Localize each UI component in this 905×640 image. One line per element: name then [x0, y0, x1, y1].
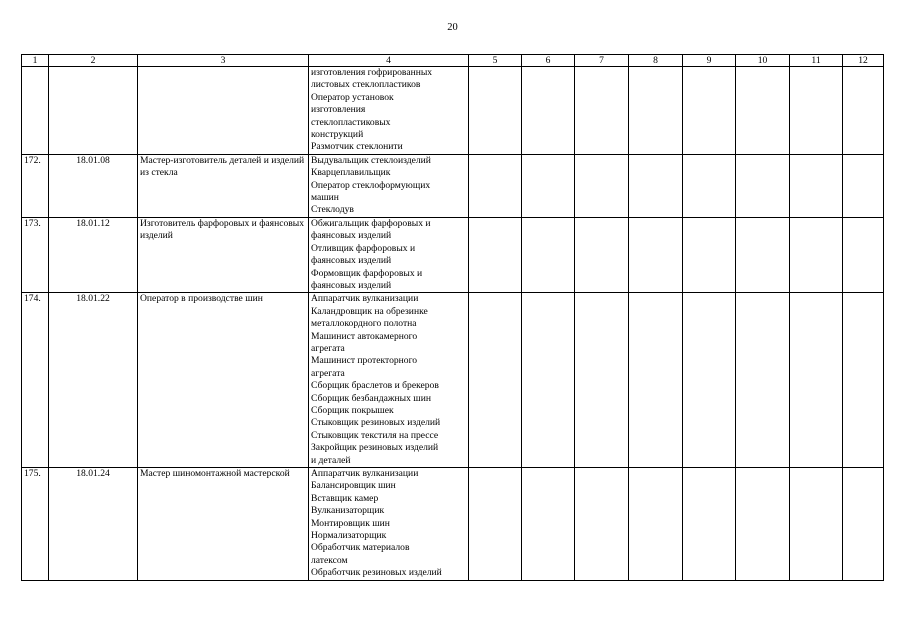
related-profession-line: и деталей [311, 454, 351, 466]
related-profession-line: Обжигальщик фарфоровых и [311, 217, 431, 229]
empty-cell [790, 67, 843, 155]
related-profession-line: Аппаратчик вулканизации [311, 293, 419, 305]
empty-cell [736, 217, 790, 292]
empty-cell [843, 217, 884, 292]
related-profession-line: Сборщик покрышек [311, 404, 394, 416]
empty-cell [843, 468, 884, 581]
table-row [22, 154, 884, 217]
empty-cell [575, 468, 629, 581]
related-profession-line: фаянсовых изделий [311, 255, 392, 267]
empty-cell [790, 217, 843, 292]
profession-name: Мастер-изготовитель деталей и изделий из стекла [138, 154, 309, 217]
related-profession-line: Отливщик фарфоровых и [311, 242, 416, 254]
related-profession-line: Стыковщик резиновых изделий [311, 417, 441, 429]
column-header: 10 [736, 55, 790, 67]
empty-cell [469, 67, 522, 155]
empty-cell [469, 154, 522, 217]
empty-cell [683, 217, 736, 292]
profession-name: Мастер шиномонтажной мастерской [138, 468, 309, 581]
profession-code: 18.01.22 [49, 293, 138, 468]
column-number-row [22, 55, 884, 67]
column-header: 12 [843, 55, 884, 67]
related-profession-line: Формовщик фарфоровых и [311, 267, 423, 279]
related-profession-line: Закройщик резиновых изделий [311, 442, 439, 454]
related-profession-line: конструкций [311, 129, 364, 141]
empty-cell [843, 67, 884, 155]
related-profession-line: Выдувальщик стеклоизделий [311, 154, 431, 166]
empty-cell [843, 293, 884, 468]
column-header: 8 [629, 55, 683, 67]
related-profession-line: фаянсовых изделий [311, 279, 392, 291]
column-header: 9 [683, 55, 736, 67]
column-header: 2 [49, 55, 138, 67]
empty-cell [575, 154, 629, 217]
empty-cell [790, 468, 843, 581]
related-profession-line: Кварцеплавильщик [311, 167, 391, 179]
related-profession-line: Нормализаторщик [311, 530, 387, 542]
related-profession-line: агрегата [311, 342, 345, 354]
empty-cell [683, 293, 736, 468]
empty-cell [522, 468, 575, 581]
empty-cell [469, 293, 522, 468]
related-profession-line: Балансировщик шин [311, 480, 396, 492]
empty-cell [629, 468, 683, 581]
empty-cell [790, 293, 843, 468]
related-professions [309, 217, 469, 292]
row-number: 174. [22, 293, 49, 468]
related-profession-line: Стыковщик текстиля на прессе [311, 429, 439, 441]
profession-name [138, 67, 309, 155]
empty-cell [736, 67, 790, 155]
related-profession-line: фаянсовых изделий [311, 230, 392, 242]
empty-cell [629, 154, 683, 217]
related-profession-line: стеклопластиковых [311, 116, 391, 128]
empty-cell [843, 154, 884, 217]
empty-cell [629, 67, 683, 155]
related-profession-line: Стеклодув [311, 204, 354, 216]
empty-cell [575, 217, 629, 292]
related-profession-line: машин [311, 192, 339, 204]
empty-cell [736, 293, 790, 468]
profession-code [49, 67, 138, 155]
table-row [22, 67, 884, 155]
profession-name: Оператор в производстве шин [138, 293, 309, 468]
related-professions [309, 293, 469, 468]
related-profession-line: изготовления [311, 104, 366, 116]
empty-cell [683, 468, 736, 581]
profession-code: 18.01.12 [49, 217, 138, 292]
empty-cell [736, 468, 790, 581]
related-professions [309, 468, 469, 581]
empty-cell [629, 217, 683, 292]
column-header: 5 [469, 55, 522, 67]
empty-cell [522, 67, 575, 155]
related-profession-line: латексом [311, 554, 348, 566]
related-profession-line: изготовления гофрированных [311, 67, 433, 78]
profession-code: 18.01.08 [49, 154, 138, 217]
column-header: 4 [309, 55, 469, 67]
related-profession-line: Обработчик резиновых изделий [311, 567, 442, 579]
related-profession-line: Монтировщик шин [311, 517, 390, 529]
empty-cell [522, 154, 575, 217]
table-row [22, 468, 884, 581]
row-number: 175. [22, 468, 49, 581]
column-header: 7 [575, 55, 629, 67]
empty-cell [790, 154, 843, 217]
related-professions [309, 154, 469, 217]
related-profession-line: агрегата [311, 367, 345, 379]
related-profession-line: Вставщик камер [311, 492, 379, 504]
related-profession-line: Каландровщик на обрезинке [311, 305, 428, 317]
related-profession-line: Машинист автокамерного [311, 330, 418, 342]
empty-cell [522, 293, 575, 468]
professions-table [21, 54, 884, 581]
related-profession-line: Сборщик браслетов и брекеров [311, 380, 439, 392]
related-professions [309, 67, 469, 155]
related-profession-line: Обработчик материалов [311, 542, 410, 554]
column-header: 6 [522, 55, 575, 67]
related-profession-line: Аппаратчик вулканизации [311, 468, 419, 479]
related-profession-line: Оператор установок [311, 91, 394, 103]
column-header: 11 [790, 55, 843, 67]
row-number: 173. [22, 217, 49, 292]
empty-cell [683, 67, 736, 155]
page-number: 20 [447, 22, 458, 33]
related-profession-line: листовых стеклопластиков [311, 79, 421, 91]
table-row [22, 293, 884, 468]
empty-cell [469, 217, 522, 292]
column-header: 3 [138, 55, 309, 67]
related-profession-line: Размотчик стеклонити [311, 141, 403, 153]
row-number: 172. [22, 154, 49, 217]
empty-cell [575, 293, 629, 468]
empty-cell [683, 154, 736, 217]
empty-cell [575, 67, 629, 155]
related-profession-line: металлокордного полотна [311, 318, 417, 330]
empty-cell [629, 293, 683, 468]
empty-cell [736, 154, 790, 217]
empty-cell [522, 217, 575, 292]
related-profession-line: Машинист протекторного [311, 355, 418, 367]
row-number [22, 67, 49, 155]
column-header: 1 [22, 55, 49, 67]
table-row [22, 217, 884, 292]
related-profession-line: Оператор стеклоформующих [311, 179, 431, 191]
empty-cell [469, 468, 522, 581]
related-profession-line: Сборщик безбандажных шин [311, 392, 431, 404]
profession-code: 18.01.24 [49, 468, 138, 581]
profession-name: Изготовитель фарфоровых и фаянсовых изделий [138, 217, 309, 292]
related-profession-line: Вулканизаторщик [311, 505, 385, 517]
